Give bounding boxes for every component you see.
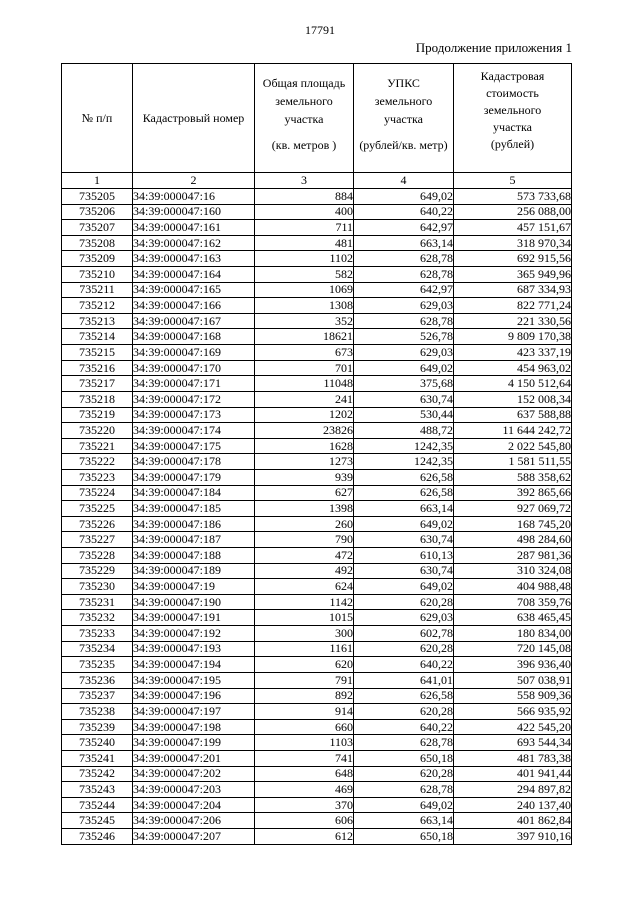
cadastral-value-cell: 573 733,68 [454, 189, 572, 205]
cadastral-value-cell: 392 865,66 [454, 485, 572, 501]
cadastral-value-cell: 822 771,24 [454, 298, 572, 314]
cadastral-number-cell: 34:39:000047:161 [133, 220, 255, 236]
table-row [62, 469, 572, 485]
cadastral-value-cell: 310 324,08 [454, 563, 572, 579]
upks-cell: 629,03 [354, 345, 454, 361]
upks-cell: 626,58 [354, 469, 454, 485]
upks-cell: 629,03 [354, 298, 454, 314]
area-cell: 300 [255, 626, 354, 642]
column-number-cell: 4 [354, 173, 454, 189]
cadastral-number-cell: 34:39:000047:174 [133, 423, 255, 439]
upks-cell: 640,22 [354, 204, 454, 220]
cadastral-value-cell: 566 935,92 [454, 704, 572, 720]
area-cell: 469 [255, 782, 354, 798]
table-row [62, 235, 572, 251]
header-line: УПКС [387, 76, 420, 90]
cadastral-number-cell: 34:39:000047:19 [133, 579, 255, 595]
cadastral-value-cell: 558 909,36 [454, 688, 572, 704]
cadastral-number-cell: 34:39:000047:207 [133, 828, 255, 844]
row-number-cell: 735213 [62, 313, 133, 329]
area-cell: 606 [255, 813, 354, 829]
upks-cell: 641,01 [354, 672, 454, 688]
row-number-cell: 735217 [62, 376, 133, 392]
upks-cell: 649,02 [354, 516, 454, 532]
cadastral-value-cell: 687 334,93 [454, 282, 572, 298]
table-row [62, 797, 572, 813]
upks-cell: 663,14 [354, 235, 454, 251]
upks-cell: 628,78 [354, 251, 454, 267]
cadastral-number-cell: 34:39:000047:196 [133, 688, 255, 704]
cadastral-value-cell: 152 008,34 [454, 391, 572, 407]
cadastral-value-cell: 318 970,34 [454, 235, 572, 251]
cadastral-number-cell: 34:39:000047:190 [133, 594, 255, 610]
area-cell: 627 [255, 485, 354, 501]
header-line: Кадастровая [480, 69, 545, 83]
table-row [62, 313, 572, 329]
cadastral-number-cell: 34:39:000047:184 [133, 485, 255, 501]
area-cell: 612 [255, 828, 354, 844]
column-number-cell: 5 [454, 173, 572, 189]
upks-cell: 526,78 [354, 329, 454, 345]
cadastral-number-cell: 34:39:000047:198 [133, 719, 255, 735]
cadastral-number-cell: 34:39:000047:188 [133, 548, 255, 564]
area-cell: 1103 [255, 735, 354, 751]
header-unit: (рублей/кв. метр) [359, 138, 448, 152]
header-line: Общая площадь [262, 76, 346, 90]
row-number-cell: 735212 [62, 298, 133, 314]
cadastral-number-cell: 34:39:000047:172 [133, 391, 255, 407]
area-cell: 1628 [255, 438, 354, 454]
row-number-cell: 735206 [62, 204, 133, 220]
cadastral-value-table [61, 63, 572, 845]
upks-cell: 642,97 [354, 282, 454, 298]
cadastral-value-cell: 693 544,34 [454, 735, 572, 751]
cadastral-number-cell: 34:39:000047:178 [133, 454, 255, 470]
cadastral-value-cell: 365 949,96 [454, 267, 572, 283]
area-cell: 939 [255, 469, 354, 485]
cadastral-value-cell: 256 088,00 [454, 204, 572, 220]
area-cell: 1161 [255, 641, 354, 657]
cadastral-value-cell: 396 936,40 [454, 657, 572, 673]
cadastral-number-cell: 34:39:000047:16 [133, 189, 255, 205]
upks-cell: 640,22 [354, 719, 454, 735]
cadastral-number-cell: 34:39:000047:189 [133, 563, 255, 579]
row-number-cell: 735219 [62, 407, 133, 423]
table-row [62, 360, 572, 376]
header-line: земельного [483, 103, 542, 117]
area-cell: 790 [255, 532, 354, 548]
cadastral-value-cell: 287 981,36 [454, 548, 572, 564]
table-row [62, 563, 572, 579]
table-row [62, 719, 572, 735]
cadastral-value-cell: 637 588,88 [454, 407, 572, 423]
cadastral-number-cell: 34:39:000047:193 [133, 641, 255, 657]
row-number-cell: 735239 [62, 719, 133, 735]
cadastral-value-cell: 1 581 511,55 [454, 454, 572, 470]
table-row [62, 376, 572, 392]
cadastral-value-cell: 2 022 545,80 [454, 438, 572, 454]
area-cell: 620 [255, 657, 354, 673]
row-number-cell: 735233 [62, 626, 133, 642]
row-number-cell: 735218 [62, 391, 133, 407]
row-number-cell: 735226 [62, 516, 133, 532]
row-number-cell: 735245 [62, 813, 133, 829]
upks-cell: 650,18 [354, 750, 454, 766]
area-cell: 1069 [255, 282, 354, 298]
table-row [62, 485, 572, 501]
cadastral-value-cell: 588 358,62 [454, 469, 572, 485]
column-number-cell: 1 [62, 173, 133, 189]
cadastral-number-cell: 34:39:000047:203 [133, 782, 255, 798]
table-row [62, 610, 572, 626]
area-cell: 624 [255, 579, 354, 595]
row-number-cell: 735240 [62, 735, 133, 751]
table-row [62, 516, 572, 532]
area-cell: 711 [255, 220, 354, 236]
row-number-cell: 735223 [62, 469, 133, 485]
table-row [62, 672, 572, 688]
table-row [62, 641, 572, 657]
cadastral-number-cell: 34:39:000047:179 [133, 469, 255, 485]
row-number-cell: 735229 [62, 563, 133, 579]
area-cell: 741 [255, 750, 354, 766]
table-row [62, 735, 572, 751]
cadastral-number-cell: 34:39:000047:165 [133, 282, 255, 298]
cadastral-value-cell: 397 910,16 [454, 828, 572, 844]
cadastral-value-cell: 422 545,20 [454, 719, 572, 735]
table-row [62, 594, 572, 610]
area-cell: 673 [255, 345, 354, 361]
upks-cell: 602,78 [354, 626, 454, 642]
table-row [62, 204, 572, 220]
cadastral-value-cell: 692 915,56 [454, 251, 572, 267]
header-unit: (рублей) [490, 137, 535, 151]
cadastral-number-cell: 34:39:000047:164 [133, 267, 255, 283]
header-line: земельного [374, 94, 433, 108]
cadastral-number-cell: 34:39:000047:191 [133, 610, 255, 626]
row-number-cell: 735242 [62, 766, 133, 782]
column-number-cell: 2 [133, 173, 255, 189]
table-row [62, 282, 572, 298]
area-cell: 400 [255, 204, 354, 220]
row-number-cell: 735244 [62, 797, 133, 813]
header-line: участка [384, 112, 423, 126]
cadastral-number-cell: 34:39:000047:168 [133, 329, 255, 345]
header-row-number [62, 64, 133, 173]
row-number-cell: 735231 [62, 594, 133, 610]
header-line: земельного [275, 94, 333, 108]
table-row [62, 298, 572, 314]
table-body [62, 189, 572, 845]
cadastral-number-cell: 34:39:000047:175 [133, 438, 255, 454]
cadastral-value-cell: 168 745,20 [454, 516, 572, 532]
area-cell: 884 [255, 189, 354, 205]
cadastral-number-cell: 34:39:000047:167 [133, 313, 255, 329]
upks-cell: 626,58 [354, 688, 454, 704]
cadastral-number-cell: 34:39:000047:160 [133, 204, 255, 220]
area-cell: 370 [255, 797, 354, 813]
cadastral-number-cell: 34:39:000047:204 [133, 797, 255, 813]
cadastral-number-cell: 34:39:000047:162 [133, 235, 255, 251]
cadastral-value-cell: 294 897,82 [454, 782, 572, 798]
cadastral-number-cell: 34:39:000047:166 [133, 298, 255, 314]
row-number-cell: 735205 [62, 189, 133, 205]
cadastral-value-cell: 720 145,08 [454, 641, 572, 657]
header-line: № п/п [81, 111, 113, 125]
row-number-cell: 735216 [62, 360, 133, 376]
row-number-cell: 735235 [62, 657, 133, 673]
area-cell: 1202 [255, 407, 354, 423]
appendix-continuation-label: Продолжение приложения 1 [415, 40, 572, 55]
upks-cell: 642,97 [354, 220, 454, 236]
upks-cell: 630,74 [354, 391, 454, 407]
upks-cell: 1242,35 [354, 438, 454, 454]
row-number-cell: 735220 [62, 423, 133, 439]
row-number-cell: 735209 [62, 251, 133, 267]
cadastral-number-cell: 34:39:000047:201 [133, 750, 255, 766]
upks-cell: 649,02 [354, 189, 454, 205]
area-cell: 241 [255, 391, 354, 407]
row-number-cell: 735215 [62, 345, 133, 361]
upks-cell: 630,74 [354, 532, 454, 548]
cadastral-number-cell: 34:39:000047:185 [133, 501, 255, 517]
row-number-cell: 735246 [62, 828, 133, 844]
upks-cell: 628,78 [354, 782, 454, 798]
upks-cell: 1242,35 [354, 454, 454, 470]
row-number-cell: 735222 [62, 454, 133, 470]
upks-cell: 610,13 [354, 548, 454, 564]
header-line: стоимость [486, 86, 539, 100]
table-row [62, 657, 572, 673]
cadastral-number-cell: 34:39:000047:192 [133, 626, 255, 642]
area-cell: 11048 [255, 376, 354, 392]
row-number-cell: 735228 [62, 548, 133, 564]
cadastral-value-cell: 507 038,91 [454, 672, 572, 688]
row-number-cell: 735237 [62, 688, 133, 704]
area-cell: 492 [255, 563, 354, 579]
table-header [62, 64, 572, 189]
upks-cell: 530,44 [354, 407, 454, 423]
table-row [62, 329, 572, 345]
area-cell: 648 [255, 766, 354, 782]
upks-cell: 663,14 [354, 813, 454, 829]
cadastral-number-cell: 34:39:000047:202 [133, 766, 255, 782]
table-row [62, 423, 572, 439]
area-cell: 1308 [255, 298, 354, 314]
cadastral-value-cell: 221 330,56 [454, 313, 572, 329]
cadastral-value-cell: 481 783,38 [454, 750, 572, 766]
upks-cell: 620,28 [354, 594, 454, 610]
cadastral-number-cell: 34:39:000047:187 [133, 532, 255, 548]
area-cell: 892 [255, 688, 354, 704]
table-row [62, 251, 572, 267]
cadastral-value-cell: 404 988,48 [454, 579, 572, 595]
table-row [62, 548, 572, 564]
area-cell: 481 [255, 235, 354, 251]
row-number-cell: 735211 [62, 282, 133, 298]
header-line: участка [284, 112, 324, 126]
cadastral-number-cell: 34:39:000047:169 [133, 345, 255, 361]
row-number-cell: 735207 [62, 220, 133, 236]
upks-cell: 620,28 [354, 766, 454, 782]
table-row [62, 189, 572, 205]
cadastral-value-cell: 4 150 512,64 [454, 376, 572, 392]
row-number-cell: 735221 [62, 438, 133, 454]
area-cell: 582 [255, 267, 354, 283]
area-cell: 1015 [255, 610, 354, 626]
header-cadastral-value [454, 64, 572, 173]
upks-cell: 650,18 [354, 828, 454, 844]
table-row [62, 391, 572, 407]
row-number-cell: 735224 [62, 485, 133, 501]
cadastral-value-cell: 9 809 170,38 [454, 329, 572, 345]
cadastral-number-cell: 34:39:000047:199 [133, 735, 255, 751]
header-line: Кадастровый номер [142, 111, 245, 125]
row-number-cell: 735243 [62, 782, 133, 798]
upks-cell: 630,74 [354, 563, 454, 579]
table-row [62, 688, 572, 704]
cadastral-value-cell: 11 644 242,72 [454, 423, 572, 439]
table-row [62, 579, 572, 595]
upks-cell: 649,02 [354, 360, 454, 376]
table-row [62, 501, 572, 517]
upks-cell: 629,03 [354, 610, 454, 626]
upks-cell: 640,22 [354, 657, 454, 673]
header-row [62, 64, 572, 173]
cadastral-value-cell: 457 151,67 [454, 220, 572, 236]
column-number-row [62, 173, 572, 189]
area-cell: 352 [255, 313, 354, 329]
upks-cell: 649,02 [354, 797, 454, 813]
table-row [62, 345, 572, 361]
area-cell: 1273 [255, 454, 354, 470]
area-cell: 791 [255, 672, 354, 688]
table-row [62, 782, 572, 798]
area-cell: 1398 [255, 501, 354, 517]
table-row [62, 407, 572, 423]
cadastral-value-cell: 180 834,00 [454, 626, 572, 642]
cadastral-number-cell: 34:39:000047:171 [133, 376, 255, 392]
cadastral-value-cell: 708 359,76 [454, 594, 572, 610]
cadastral-number-cell: 34:39:000047:163 [133, 251, 255, 267]
area-cell: 660 [255, 719, 354, 735]
area-cell: 260 [255, 516, 354, 532]
cadastral-number-cell: 34:39:000047:206 [133, 813, 255, 829]
area-cell: 914 [255, 704, 354, 720]
cadastral-value-cell: 498 284,60 [454, 532, 572, 548]
cadastral-number-cell: 34:39:000047:173 [133, 407, 255, 423]
area-cell: 23826 [255, 423, 354, 439]
cadastral-number-cell: 34:39:000047:197 [133, 704, 255, 720]
cadastral-value-cell: 638 465,45 [454, 610, 572, 626]
row-number-cell: 735232 [62, 610, 133, 626]
area-cell: 18621 [255, 329, 354, 345]
cadastral-value-cell: 454 963,02 [454, 360, 572, 376]
cadastral-value-cell: 927 069,72 [454, 501, 572, 517]
header-line: участка [493, 120, 532, 134]
upks-cell: 620,28 [354, 641, 454, 657]
row-number-cell: 735241 [62, 750, 133, 766]
header-area [255, 64, 354, 173]
cadastral-value-cell: 240 137,40 [454, 797, 572, 813]
upks-cell: 628,78 [354, 313, 454, 329]
row-number-cell: 735214 [62, 329, 133, 345]
upks-cell: 375,68 [354, 376, 454, 392]
cadastral-value-cell: 401 941,44 [454, 766, 572, 782]
header-unit: (кв. метров ) [271, 138, 337, 152]
upks-cell: 628,78 [354, 735, 454, 751]
header-cadastral-number [133, 64, 255, 173]
table-row [62, 704, 572, 720]
upks-cell: 488,72 [354, 423, 454, 439]
upks-cell: 626,58 [354, 485, 454, 501]
table-row [62, 267, 572, 283]
column-number-cell: 3 [255, 173, 354, 189]
row-number-cell: 735234 [62, 641, 133, 657]
row-number-cell: 735225 [62, 501, 133, 517]
upks-cell: 628,78 [354, 267, 454, 283]
table-row [62, 750, 572, 766]
row-number-cell: 735210 [62, 267, 133, 283]
upks-cell: 620,28 [354, 704, 454, 720]
area-cell: 701 [255, 360, 354, 376]
header-upks [354, 64, 454, 173]
table-row [62, 813, 572, 829]
page-number: 17791 [305, 23, 335, 37]
table-row [62, 626, 572, 642]
area-cell: 472 [255, 548, 354, 564]
area-cell: 1102 [255, 251, 354, 267]
upks-cell: 663,14 [354, 501, 454, 517]
table-row [62, 532, 572, 548]
cadastral-number-cell: 34:39:000047:186 [133, 516, 255, 532]
cadastral-number-cell: 34:39:000047:194 [133, 657, 255, 673]
table-row [62, 438, 572, 454]
row-number-cell: 735230 [62, 579, 133, 595]
row-number-cell: 735208 [62, 235, 133, 251]
row-number-cell: 735227 [62, 532, 133, 548]
upks-cell: 649,02 [354, 579, 454, 595]
table-row [62, 454, 572, 470]
cadastral-number-cell: 34:39:000047:195 [133, 672, 255, 688]
cadastral-number-cell: 34:39:000047:170 [133, 360, 255, 376]
cadastral-value-cell: 423 337,19 [454, 345, 572, 361]
cadastral-value-cell: 401 862,84 [454, 813, 572, 829]
table-row [62, 766, 572, 782]
area-cell: 1142 [255, 594, 354, 610]
table-row [62, 220, 572, 236]
table-row [62, 828, 572, 844]
row-number-cell: 735238 [62, 704, 133, 720]
row-number-cell: 735236 [62, 672, 133, 688]
